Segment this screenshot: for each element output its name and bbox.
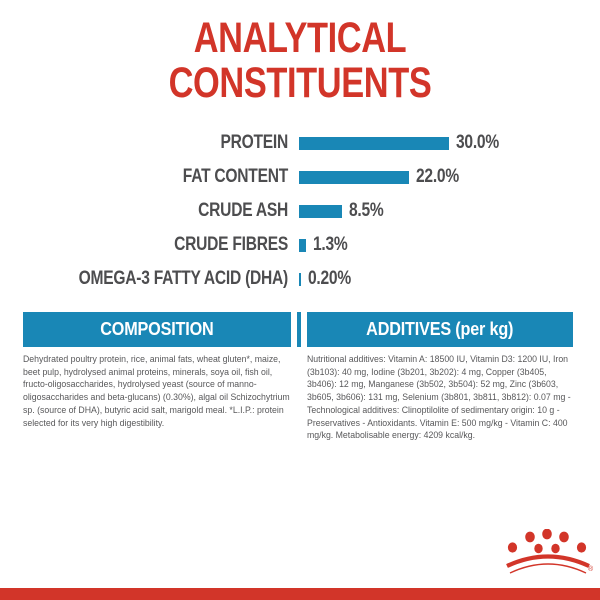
chart-row	[0, 194, 600, 228]
bar	[299, 137, 449, 150]
bar-label: OMEGA-3 FATTY ACID (DHA)	[78, 268, 288, 289]
bar-label: CRUDE FIBRES	[174, 234, 288, 255]
bar-label: FAT CONTENT	[182, 166, 288, 187]
bar-value: 30.0%	[456, 132, 499, 153]
page-title-line-2: CONSTITUENTS	[168, 59, 432, 107]
bar-label: CRUDE ASH	[198, 200, 288, 221]
bar	[299, 171, 409, 184]
chart-row	[0, 160, 600, 194]
chart-row	[0, 262, 600, 296]
page-title-line-1: ANALYTICAL	[193, 14, 407, 62]
royal-canin-crown-icon	[504, 529, 592, 591]
registered-trademark: ®	[588, 566, 594, 573]
bar-value: 1.3%	[312, 234, 348, 255]
chart-row	[0, 228, 600, 262]
additives-heading: ADDITIVES (per kg)	[366, 319, 514, 339]
additives-heading-banner	[307, 312, 573, 347]
bar-label: PROTEIN	[220, 132, 288, 153]
section-divider	[297, 312, 301, 347]
additives-section	[307, 312, 573, 443]
bar	[299, 205, 342, 218]
footer-red-bar	[0, 588, 600, 600]
analytical-constituents-chart	[0, 126, 600, 296]
page-title	[0, 16, 600, 106]
composition-body: Dehydrated poultry protein, rice, animal fats, wheat gluten*, maize, beet pulp, hydrolysed animal proteins, minerals, soya oil, fish oil, fructo-oligosaccharides, hydrolysed yeast (source of manno-oligosaccharides and beta-glucans) (0.30%), algal oil Schizochytrium sp. (source of DHA), butyric acid salt, marigold meal. *L.I.P.: protein selected for its very high digestibility.	[23, 354, 290, 429]
bar-value: 8.5%	[348, 200, 384, 221]
chart-row	[0, 126, 600, 160]
composition-heading-banner	[23, 312, 291, 347]
bar	[299, 239, 306, 252]
bar	[299, 273, 301, 286]
additives-body: Nutritional additives: Vitamin A: 18500 IU, Vitamin D3: 1200 IU, Iron (3b103): 40 mg, Iodine (3b201, 3b202): 4 mg, Copper (3b405, 3b406): 12 mg, Manganese (3b502, 3b504): 52 mg, Zinc (3b603, 3b605, 3b606): 131 mg, Selenium (3b801, 3b811, 3b812): 0.07 mg - Technological additives: Clinoptilolite of sedimentary origin: 10 g - Preservatives - Antioxidants. Vitamin E: 500 mg/kg - Vitamin C: 400 mg/kg. Metabolisable energy: 4209 kcal/kg.	[307, 354, 571, 442]
bar-value: 22.0%	[416, 166, 459, 187]
composition-heading: COMPOSITION	[100, 319, 214, 339]
bar-value: 0.20%	[307, 268, 351, 289]
composition-section	[23, 312, 291, 430]
